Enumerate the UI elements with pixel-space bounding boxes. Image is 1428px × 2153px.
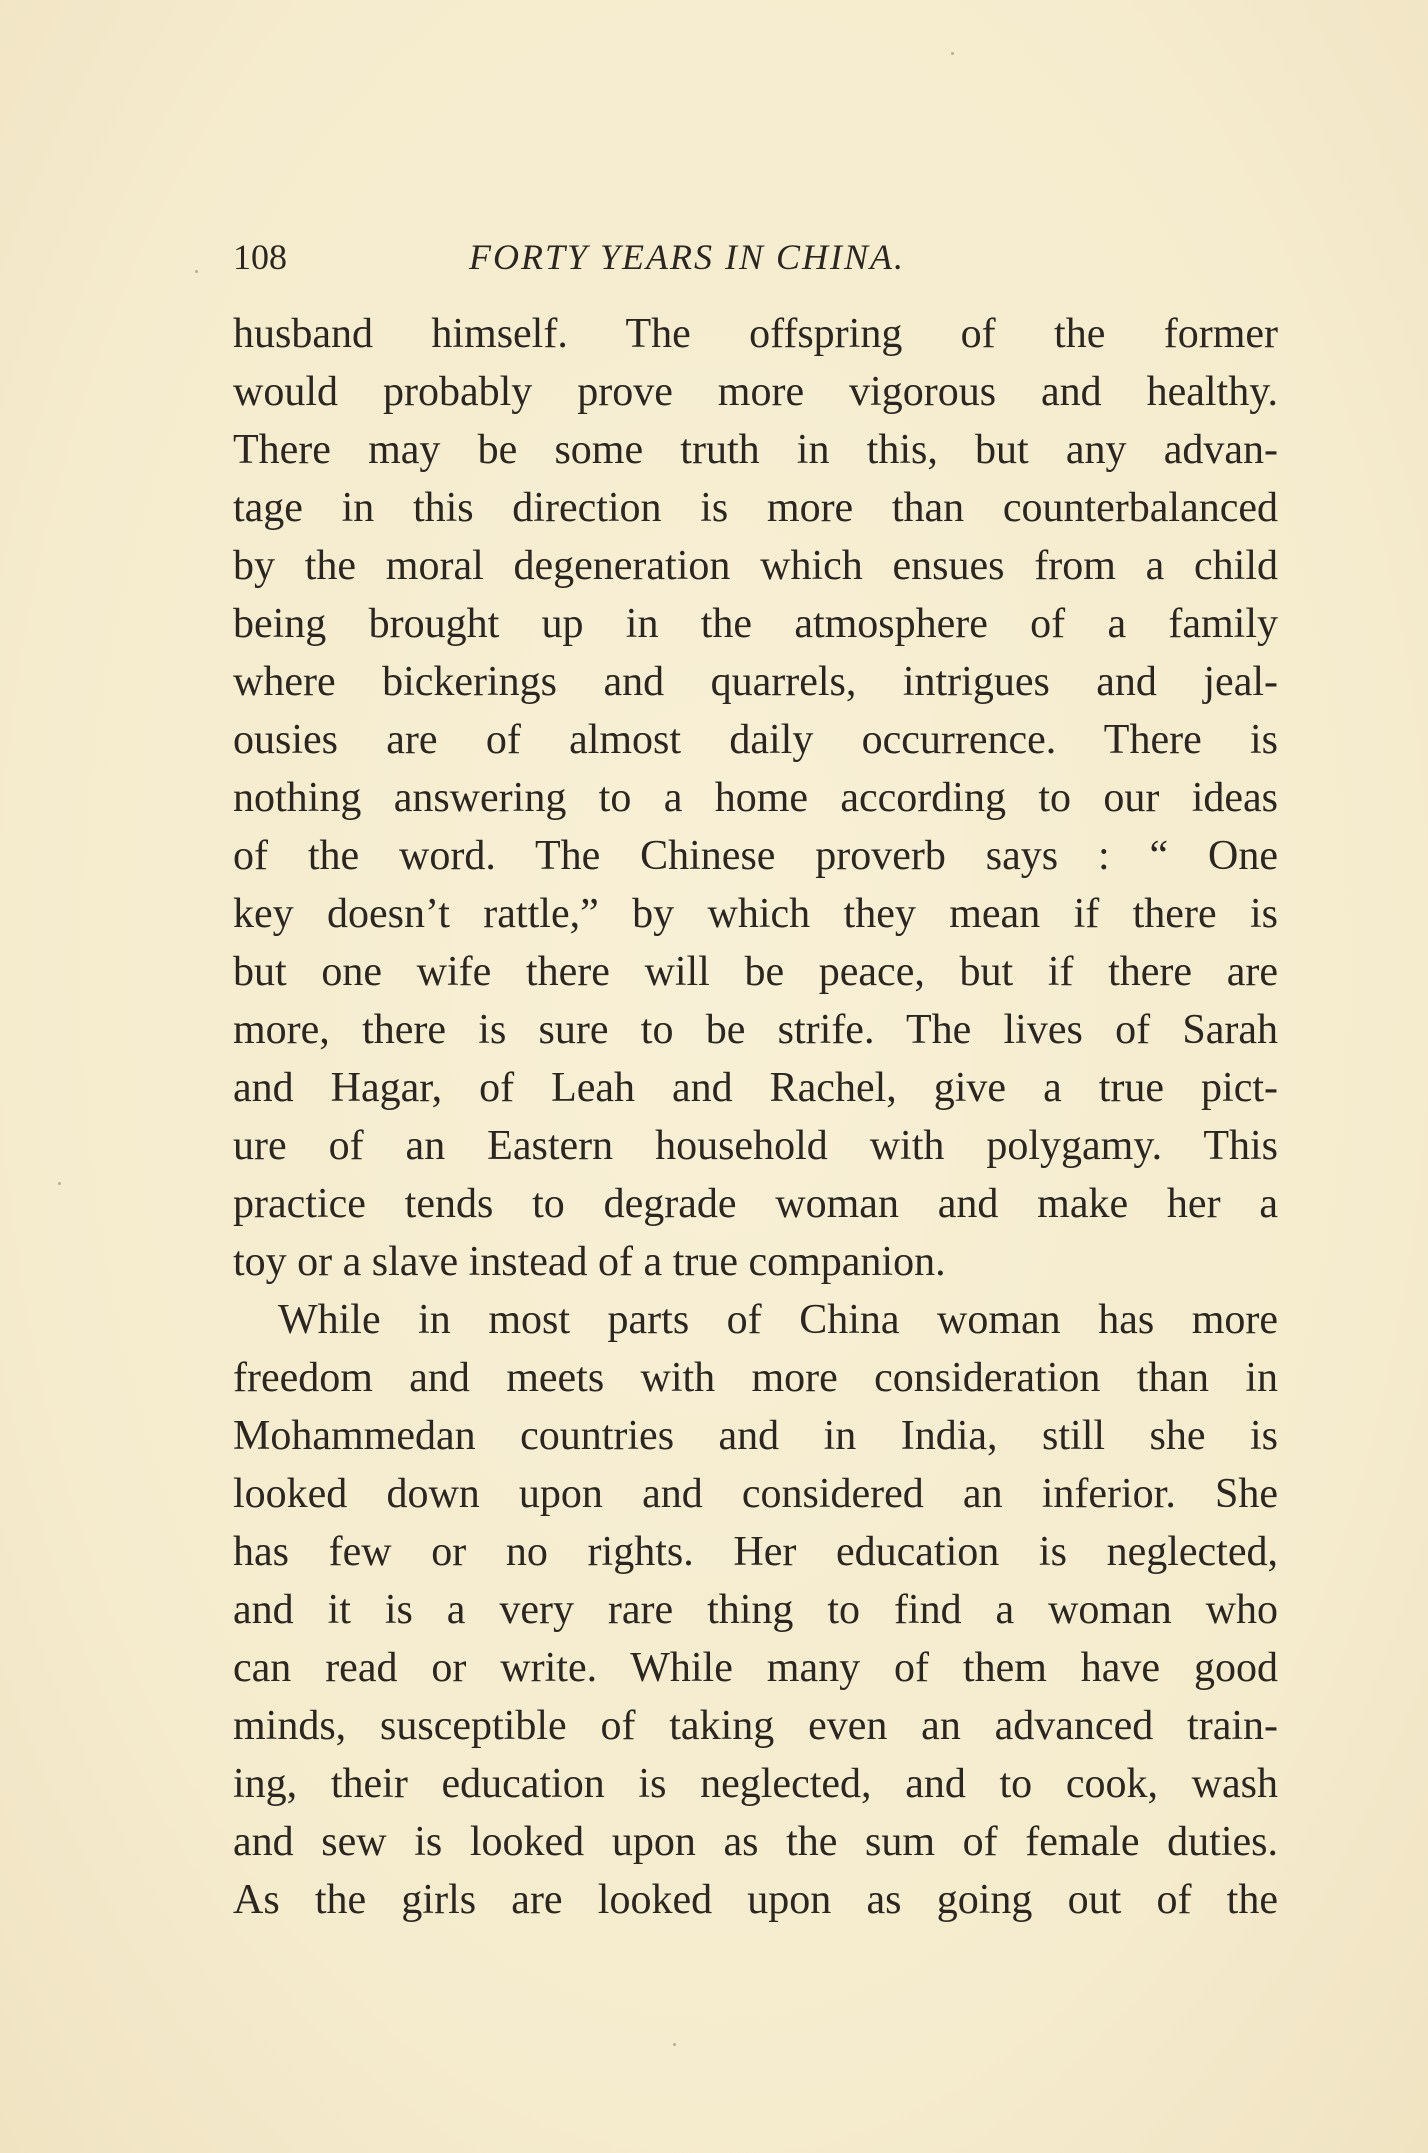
paragraph-start-line: While in most parts of China woman has more — [278, 1297, 1278, 1343]
text-line: would probably prove more vigorous and healthy. — [233, 369, 1278, 415]
running-head — [233, 232, 1278, 282]
paper-speck — [58, 1182, 61, 1185]
paper-speck — [673, 2043, 676, 2046]
text-line: has few or no rights. Her education is neglected, — [233, 1529, 1278, 1575]
text-line: and it is a very rare thing to find a woman who — [233, 1587, 1278, 1633]
text-line: practice tends to degrade woman and make her a — [233, 1181, 1278, 1227]
text-line: but one wife there will be peace, but if there are — [233, 949, 1278, 995]
text-line: of the word. The Chinese proverb says : “ One — [233, 833, 1278, 879]
text-line: ure of an Eastern household with polygamy. This — [233, 1123, 1278, 1169]
text-line: being brought up in the atmosphere of a family — [233, 601, 1278, 647]
body-text — [233, 305, 1278, 1929]
text-line: ousies are of almost daily occurrence. There is — [233, 717, 1278, 763]
paper-speck — [951, 52, 954, 55]
text-line: key doesn’t rattle,” by which they mean if there is — [233, 891, 1278, 937]
text-line: As the girls are looked upon as going out of the — [233, 1877, 1278, 1923]
page-number: 108 — [233, 237, 287, 277]
text-line: There may be some truth in this, but any advan- — [233, 427, 1278, 473]
text-line: Mohammedan countries and in India, still she is — [233, 1413, 1278, 1459]
text-line: nothing answering to a home according to our ideas — [233, 775, 1278, 821]
text-line: husband himself. The offspring of the former — [233, 311, 1278, 357]
text-line: can read or write. While many of them have good — [233, 1645, 1278, 1691]
paper-speck — [195, 270, 198, 273]
text-line: by the moral degeneration which ensues from a child — [233, 543, 1278, 589]
text-line: looked down upon and considered an inferior. She — [233, 1471, 1278, 1517]
text-line: where bickerings and quarrels, intrigues and jeal- — [233, 659, 1278, 705]
text-line: freedom and meets with more consideration than in — [233, 1355, 1278, 1401]
text-line: ing, their education is neglected, and to cook, wash — [233, 1761, 1278, 1807]
text-line: tage in this direction is more than counterbalanced — [233, 485, 1278, 531]
running-title: FORTY YEARS IN CHINA. — [469, 237, 906, 277]
text-line: more, there is sure to be strife. The lives of Sarah — [233, 1007, 1278, 1053]
text-line: and sew is looked upon as the sum of female duties. — [233, 1819, 1278, 1865]
paragraph-end-line: toy or a slave instead of a true companion. — [233, 1239, 946, 1285]
text-line: minds, susceptible of taking even an advanced train- — [233, 1703, 1278, 1749]
text-line: and Hagar, of Leah and Rachel, give a true pict- — [233, 1065, 1278, 1111]
